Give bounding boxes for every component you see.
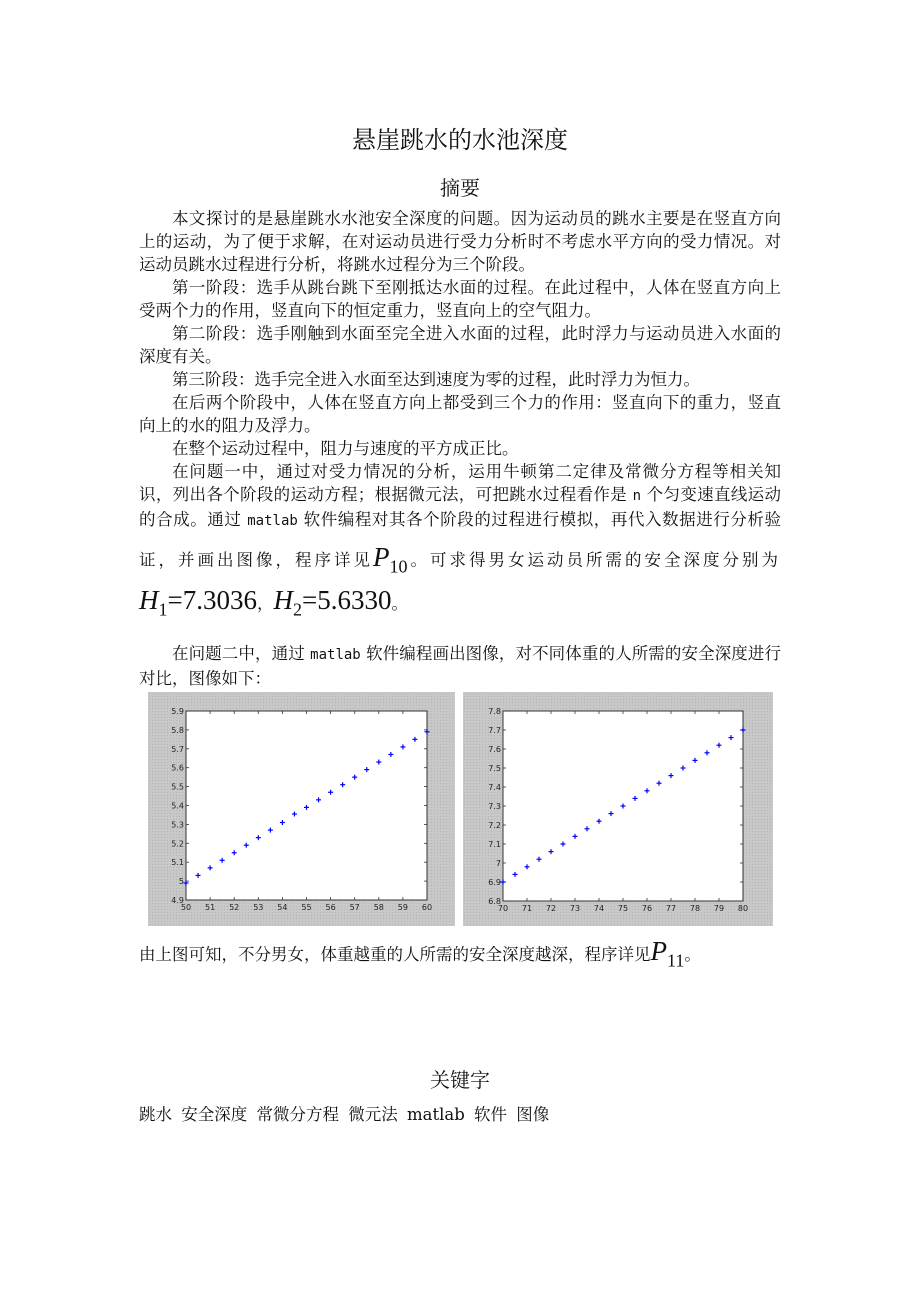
paper-title: 悬崖跳水的水池深度: [352, 126, 568, 154]
y-tick-label: 7.7: [488, 726, 501, 735]
y-tick-label: 5.1: [171, 858, 184, 868]
problem-2-body: [139, 642, 781, 690]
y-tick-label: 5: [178, 877, 184, 887]
y-tick-label: 5.2: [171, 839, 184, 849]
paragraph-stage-2: 第二阶段：选手刚触到水面至完全进入水面的过程，此时浮力与运动员进入水面的深度有关。: [139, 324, 781, 366]
keyword: 图像: [516, 1105, 550, 1124]
x-tick-label: 79: [713, 904, 725, 913]
x-tick-label: 80: [737, 904, 749, 913]
y-tick-label: 7.1: [488, 840, 501, 849]
keyword: matlab 软件: [407, 1105, 508, 1124]
x-tick-label: 53: [253, 903, 264, 912]
matlab-term: matlab: [247, 513, 298, 529]
y-tick-label: 5.3: [171, 820, 184, 830]
scatter-plot-70-80kg: [463, 692, 773, 926]
paragraph-problem-2: 在问题二中，通过 matlab 软件编程画出图像，对不同体重的人所需的安全深度进行对比，图像如下：: [139, 644, 781, 688]
paragraph-problem-1: 在问题一中，通过对受力情况的分析，运用牛顿第二定律及常微分方程等相关知识，列出各个阶段的运动方程；根据微元法，可把跳水过程看作是 n 个匀变速直线运动的合成。通过 matlab 软件编程对其各个阶段的过程进行模拟，再代入数据进行分析验证，并画出图像，程序详见$P_{10}$。可求得男女运动员所需的安全深度分别为$H_1=7.3036$，$H_2=5.6330$。: [139, 462, 781, 620]
ref-p10: $P_{10}$: [373, 541, 408, 576]
y-tick-label: 7: [495, 859, 501, 868]
keyword: 常微分方程: [256, 1105, 339, 1124]
x-tick-label: 56: [325, 903, 336, 912]
y-tick-label: 7.5: [488, 764, 501, 773]
ref-p11: $P_{11}$: [650, 936, 685, 971]
keywords-list: [139, 1101, 549, 1125]
y-tick-label: 7.2: [488, 821, 501, 830]
keyword: 跳水: [139, 1105, 172, 1124]
y-tick-label: 5.4: [171, 801, 184, 811]
abstract-body: [139, 207, 781, 621]
axes: [171, 707, 432, 912]
paragraph-forces: 在后两个阶段中，人体在竖直方向上都受到三个力的作用：竖直向下的重力，竖直向上的水的阻力及浮力。: [139, 393, 781, 435]
var-n: n: [632, 488, 642, 504]
x-tick-label: 70: [497, 904, 509, 913]
y-tick-label: 7.3: [488, 802, 501, 811]
x-tick-label: 75: [617, 904, 629, 913]
y-tick-label: 7.8: [488, 707, 501, 716]
x-tick-label: 77: [665, 904, 677, 913]
x-tick-label: 58: [373, 903, 384, 912]
abstract-heading: 摘要: [440, 176, 480, 200]
keyword: 安全深度: [181, 1105, 248, 1124]
paragraph-stage-3: 第三阶段：选手完全进入水面至达到速度为零的过程，此时浮力为恒力。: [172, 370, 700, 389]
scatter-plot-50-60kg: [148, 692, 455, 926]
keywords-heading: 关键字: [430, 1068, 490, 1092]
h2-formula: $H_2=5.6330$: [273, 585, 392, 620]
keyword: 微元法: [348, 1105, 398, 1124]
paragraph-intro: 本文探讨的是悬崖跳水水池安全深度的问题。因为运动员的跳水主要是在竖直方向上的运动，为了便于求解，在对运动员进行受力分析时不考虑水平方向的受力情况。对运动员跳水过程进行分析，将跳水过程分为三个阶段。: [139, 209, 781, 274]
x-tick-label: 57: [349, 903, 360, 912]
x-tick-label: 74: [593, 904, 605, 913]
paragraph-conclusion: 由上图可知，不分男女，体重越重的人所需的安全深度越深，程序详见$P_{11}$。: [139, 936, 701, 971]
x-tick-label: 55: [301, 903, 312, 912]
y-tick-label: 5.6: [171, 763, 184, 773]
paragraph-drag: 在整个运动过程中，阻力与速度的平方成正比。: [172, 439, 519, 458]
conclusion-body: [139, 936, 781, 972]
x-tick-label: 59: [397, 903, 408, 912]
y-tick-label: 7.6: [488, 745, 501, 754]
chart-male-depth: [463, 692, 773, 926]
chart-female-depth: [148, 692, 455, 926]
y-tick-label: 7.4: [488, 783, 501, 792]
y-tick-label: 6.8: [488, 897, 501, 906]
h1-formula: $H_1=7.3036$: [139, 585, 257, 620]
y-tick-label: 5.9: [171, 707, 184, 716]
y-tick-label: 4.9: [171, 896, 184, 905]
y-tick-label: 5.7: [171, 744, 184, 754]
x-tick-label: 54: [277, 903, 288, 912]
x-tick-label: 71: [521, 904, 533, 913]
y-tick-label: 6.9: [488, 878, 501, 887]
axes: [488, 707, 748, 913]
x-tick-label: 52: [229, 903, 240, 912]
x-tick-label: 78: [689, 904, 701, 913]
y-tick-label: 5.5: [171, 782, 184, 792]
paragraph-stage-1: 第一阶段：选手从跳台跳下至刚抵达水面的过程。在此过程中，人体在竖直方向上受两个力的作用，竖直向下的恒定重力，竖直向上的空气阻力。: [139, 278, 781, 320]
y-tick-label: 5.8: [171, 725, 184, 735]
x-tick-label: 60: [421, 903, 433, 912]
x-tick-label: 73: [569, 904, 581, 913]
x-tick-label: 51: [205, 903, 216, 912]
x-tick-label: 76: [641, 904, 653, 913]
x-tick-label: 72: [545, 904, 557, 913]
x-tick-label: 50: [180, 903, 192, 912]
